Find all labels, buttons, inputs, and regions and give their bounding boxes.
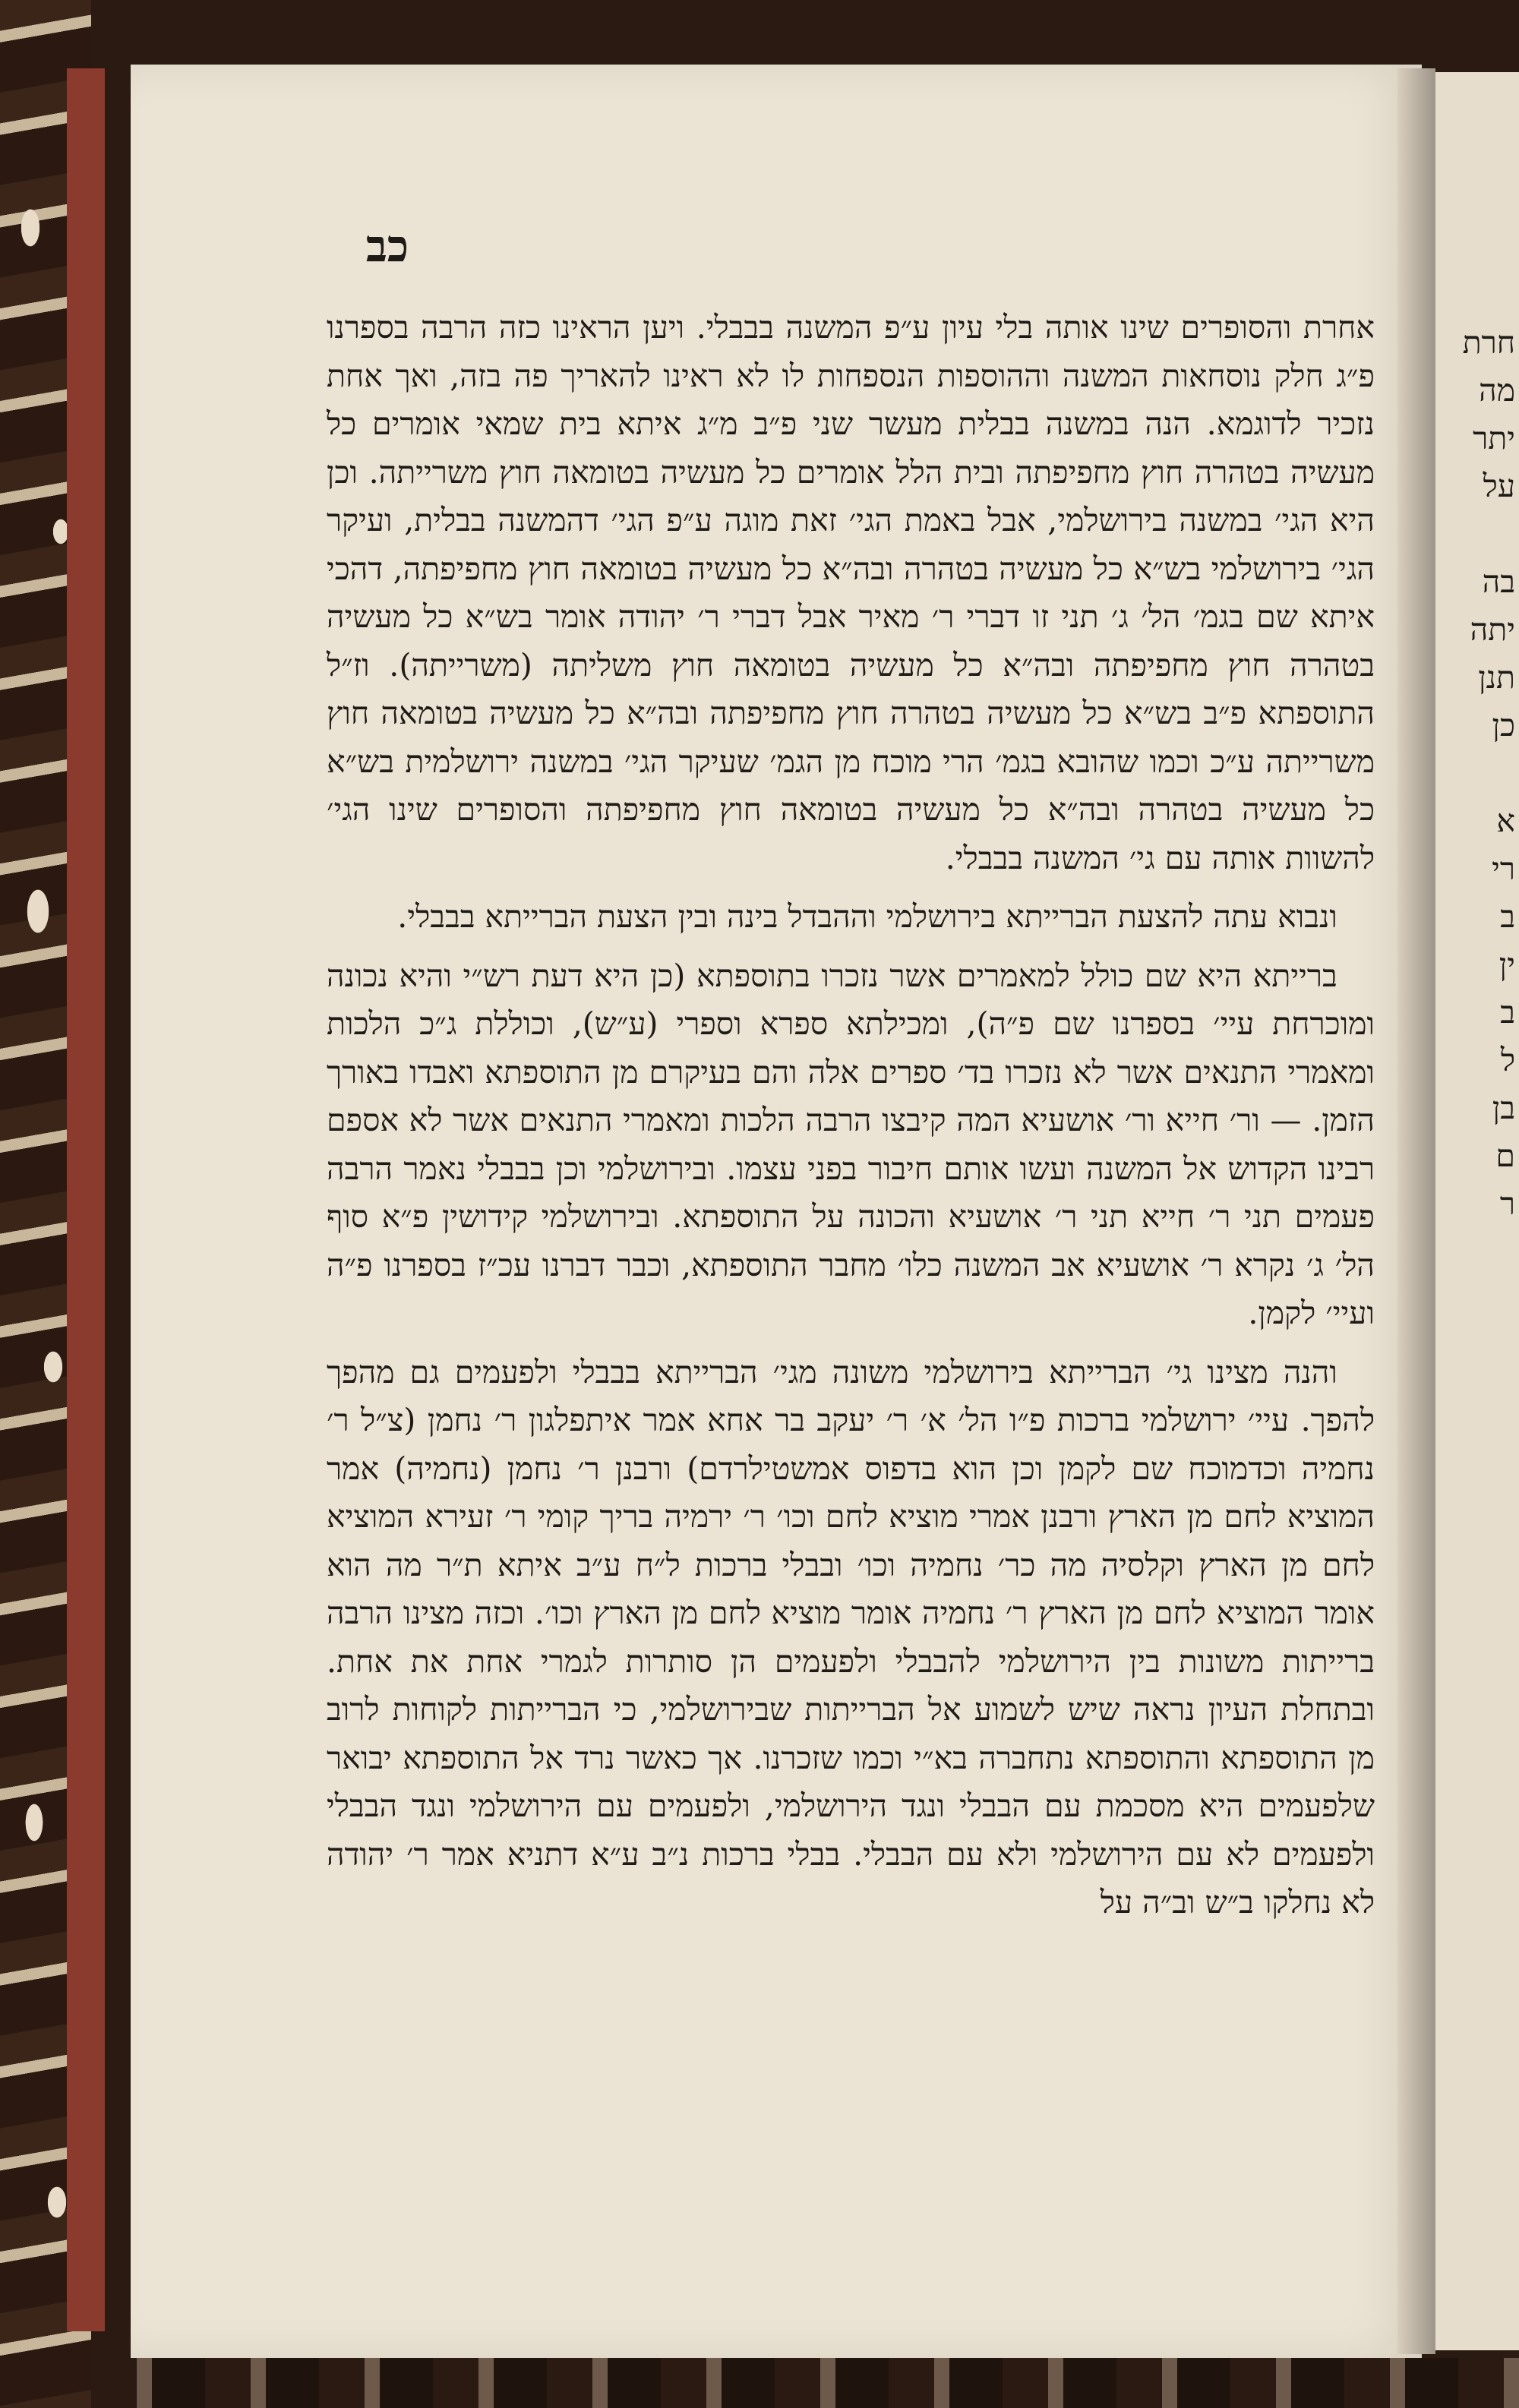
adjacent-page-line: בה: [1482, 563, 1515, 600]
adjacent-page-line: רי: [1492, 851, 1515, 887]
paragraph: ברייתא היא שם כולל למאמרים אשר נזכרו בתוספתא (כן היא דעת רש״י והיא נכונה ומוכרחת עיי׳ בספרנו שם פ״ה), ומכילתא ספרא וספרי (ע״ש), וכוללת ג״כ הלכות ומאמרי התנאים אשר לא נזכרו בד׳ ספרים אלה והם בעיקרם מן התוספתא ואבדו באורך הזמן. — ור׳ חייא ור׳ אושעיא המה קיבצו הרבה הלכות ומאמרי התנאים אשר לא אספם רבינו הקדוש אל המשנה ועשו אותם חיבור בפני עצמו. ובירושלמי וכן בבבלי נאמר הרבה פעמים תני ר׳ חייא תני ר׳ אושעיא והכונה על התוספתא. ובירושלמי קידושין פ״א סוף הל׳ ג׳ נקרא ר׳ אושעיא אב המשנה כלו׳ מחבר התוספתא, וכבר דברנו עכ״ז בספרנו פ״ה ועיי׳ לקמן.: [327, 957, 1375, 1331]
adjacent-page-line: [1470, 750, 1515, 797]
book-spine: [67, 68, 105, 2331]
adjacent-page-line: חרת: [1462, 324, 1515, 361]
adjacent-page-line: על: [1483, 468, 1515, 504]
paragraph: ונבוא עתה להצעת הברייתא בירושלמי וההבדל בינה ובין הצעת הברייתא בבבלי.: [397, 898, 1337, 935]
adjacent-page-line: ב: [1500, 994, 1515, 1030]
paragraph: אחרת והסופרים שינו אותה בלי עיון ע״פ המשנה בבבלי. ויען הראינו כזה הרבה בספרנו פ״ג חלק נוסחאות המשנה וההוספות הנספחות לו לא ראינו להאריך פה בזה, ואך אחת נזכיר לדוגמא. הנה במשנה בבלית מעשר שני פ״ב מ״ג איתא בית שמאי אומרים כל מעשיה בטהרה חוץ מחפיפתה ובית הלל אומרים כל מעשיה בטומאה חוץ משרייתה. וכן היא הגי׳ במשנה בירושלמי, אבל באמת הגי׳ זאת מוגה ע״פ הגי׳ דהמשנה בבלית, ועיקר הגי׳ בירושלמי בש״א כל מעשיה בטהרה ובה״א כל מעשיה בטומאה חוץ מחפיפתה, דהכי איתא שם בגמ׳ הל׳ ג׳ תני זו דברי ר׳ מאיר אבל דברי ר׳ יהודה אומר בש״א כל מעשיה בטהרה חוץ מחפיפתה ובה״א כל מעשיה בטומאה חוץ משליתה (משרייתה). וז״ל התוספתא פ״ב בש״א כל מעשיה בטהרה חוץ מחפיפתה ובה״א כל מעשיה בטומאה חוץ משרייתה ע״כ וכמו שהובא בגמ׳ הרי מוכח מן הגמ׳ שעיקר הגי׳ במשנה ירושלמית בש״א כל מעשיה בטהרה ובה״א כל מעשיה בטומאה חוץ מחפיפתה והסופרים שינו הגי׳ להשוות אותה עם גי׳ המשנה בבבלי.: [327, 309, 1375, 876]
adjacent-page-line: תנן: [1478, 659, 1515, 696]
adjacent-page-line: מה: [1479, 372, 1515, 409]
adjacent-page-line: א: [1496, 803, 1515, 839]
adjacent-page-line: ב: [1500, 898, 1515, 935]
adjacent-page-line: ל: [1500, 1042, 1515, 1078]
adjacent-page-text: [1462, 319, 1515, 1228]
paragraph: והנה מצינו גי׳ הברייתא בירושלמי משונה מגי׳ הברייתא בבבלי ולפעמים גם מהפך להפך. עיי׳ ירושלמי ברכות פ״ו הל׳ א׳ ר׳ יעקב בר אחא אמר איתפלגון ר׳ נחמן (צ״ל ר׳ נחמיה וכדמוכח שם לקמן וכן הוא בדפוס אמשטילרדם) ורבנן ר׳ נחמן (נחמיה) אמר המוציא לחם מן הארץ ורבנן אמרי מוציא לחם וכו׳ ר׳ ירמיה בריך קומי ר׳ זעירא המוציא לחם מן הארץ וקלסיה מה כר׳ נחמיה וכו׳ ובבלי ברכות ל״ח ע״ב איתא ת״ר מה הוא אומר המוציא לחם מן הארץ ר׳ נחמיה אומר מוציא לחם מן הארץ וכו׳. וכזה מצינו הרבה ברייתות משונות בין הירושלמי להבבלי ולפעמים הן סותרות לגמרי אחת את אחת. ובתחלת העיון נראה שיש לשמוע אל הברייתות שבירושלמי, כי הברייתות לקוחות לרוב מן התוספתא והתוספתא נתחברה בא״י וכמו שזכרנו. אך כאשר נרד אל התוספתא יבואר שלפעמים היא מסכמת עם הבבלי ונגד הירושלמי, ולפעמים עם הירושלמי ונגד הבבלי ולפעמים לא עם הירושלמי ולא עם הבבלי. בבלי ברכות נ״ב ע״א דתניא אמר ר׳ יהודה לא נחלקו ב״ש וב״ה על: [327, 1353, 1375, 1920]
page-number: כב: [365, 220, 409, 272]
adjacent-page-line: ם: [1495, 1138, 1515, 1174]
bottom-cover-edge: [91, 2358, 1519, 2408]
adjacent-page-line: יתה: [1470, 611, 1515, 648]
adjacent-page-line: ר: [1499, 1185, 1515, 1222]
page-body: [327, 304, 1375, 1938]
adjacent-page-line: בן: [1492, 1090, 1515, 1126]
page-gutter: [1397, 68, 1435, 2354]
adjacent-page-line: [1470, 510, 1515, 558]
adjacent-page-line: ין: [1498, 946, 1515, 983]
adjacent-page-line: כן: [1492, 707, 1515, 743]
adjacent-page-line: יתר: [1473, 420, 1515, 456]
